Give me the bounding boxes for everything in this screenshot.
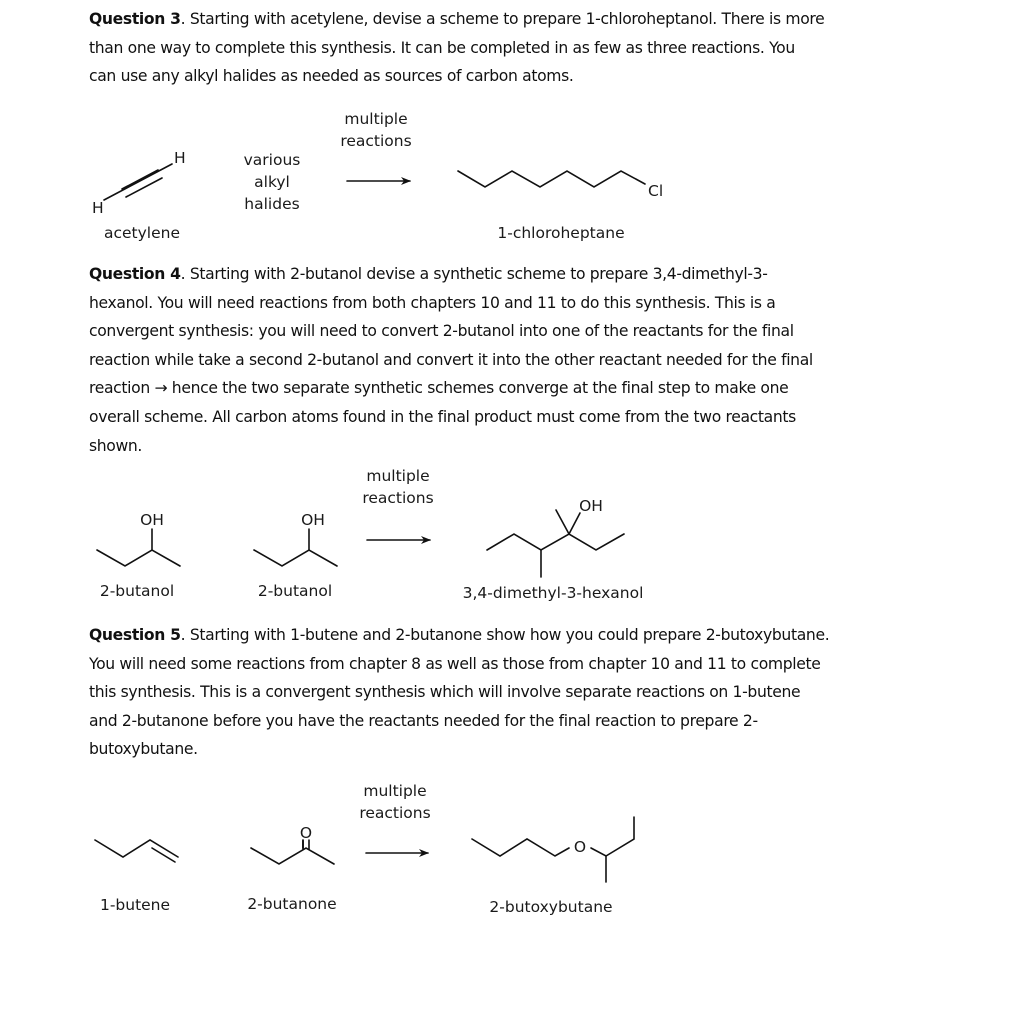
atom-o: O (573, 838, 587, 856)
q4-line-4: reaction while take a second 2-butanol and convert it into the other reactant needed for the final (89, 350, 813, 369)
scheme-q3 (92, 110, 663, 242)
q4-line-5: reaction → hence the two separate synthetic schemes converge at the final step to make one (89, 379, 789, 398)
atom-h: H (174, 149, 186, 167)
q5-line-1: Question 5. Starting with 1-butene and 2-butanone show how you could prepare 2-butoxybutane. (89, 626, 830, 644)
scheme-q4 (97, 467, 643, 602)
compound-label: acetylene (103, 224, 181, 242)
q4-line-6: overall scheme. All carbon atoms found in the final product must come from the two reactants (89, 407, 796, 426)
compound-label: 1-chloroheptane (497, 224, 625, 242)
atom-oh: OH (140, 511, 164, 529)
q4-heading: Question 4 (89, 265, 181, 283)
compound-label: 2-butanol (99, 582, 175, 600)
compound-label: 1-butene (99, 896, 171, 914)
2-butanol-structure (254, 511, 337, 566)
q4-line-3: convergent synthesis: you will need to convert 2-butanol into one of the reactants for the final (89, 322, 794, 341)
q4-line-1: Question 4. Starting with 2-butanol devise a synthetic scheme to prepare 3,4-dimethyl-3- (89, 265, 768, 283)
arrow-label: reactions (340, 132, 412, 150)
arrow-label: multiple (363, 782, 427, 800)
compound-label: 3,4-dimethyl-3-hexanol (462, 584, 644, 602)
arrow-label: reactions (359, 804, 431, 822)
2-butanone-structure (251, 824, 334, 864)
atom-cl: Cl (648, 182, 664, 200)
atom-oh: OH (301, 511, 325, 529)
reagent-line: halides (244, 195, 300, 213)
q5-line-4: and 2-butanone before you have the reactants needed for the final reaction to prepare 2- (89, 711, 758, 730)
compound-label: 2-butanone (247, 895, 337, 913)
q3-line-2: than one way to complete this synthesis. It can be completed in as few as three reactions. You (89, 38, 795, 57)
q5-line-5: butoxybutane. (89, 740, 198, 759)
q4-line-2: hexanol. You will need reactions from both chapters 10 and 11 to do this synthesis. This is a (89, 293, 776, 312)
q5-line-3: this synthesis. This is a convergent synthesis which will involve separate reactions on 1-butene (89, 683, 801, 702)
butoxybutane-structure (472, 817, 634, 882)
compound-label: 2-butanol (257, 582, 333, 600)
q4-line-7: shown. (89, 436, 143, 455)
q3-heading: Question 3 (89, 10, 181, 28)
atom-h: H (92, 199, 104, 217)
arrow-label: multiple (344, 110, 408, 128)
q3-line-1: Question 3. Starting with acetylene, devise a scheme to prepare 1-chloroheptanol. There is more (89, 10, 825, 28)
atom-oh: OH (579, 497, 603, 515)
reagent-line: alkyl (254, 173, 290, 191)
arrow-label: reactions (362, 489, 434, 507)
q3-line-3: can use any alkyl halides as needed as sources of carbon atoms. (89, 67, 574, 86)
chloroheptane-structure (458, 171, 663, 200)
scheme-q5 (95, 782, 634, 916)
acetylene-structure (92, 149, 186, 217)
dimethylhexanol-structure (487, 497, 624, 577)
q5-heading: Question 5 (89, 626, 181, 644)
1-butene-structure (95, 840, 178, 862)
2-butanol-structure (97, 511, 180, 566)
q5-line-2: You will need some reactions from chapter 8 as well as those from chapter 10 and 11 to complete (89, 654, 821, 673)
arrow-label: multiple (366, 467, 430, 485)
reagent-line: various (243, 151, 301, 169)
atom-o: O (299, 824, 313, 842)
compound-label: 2-butoxybutane (489, 898, 613, 916)
